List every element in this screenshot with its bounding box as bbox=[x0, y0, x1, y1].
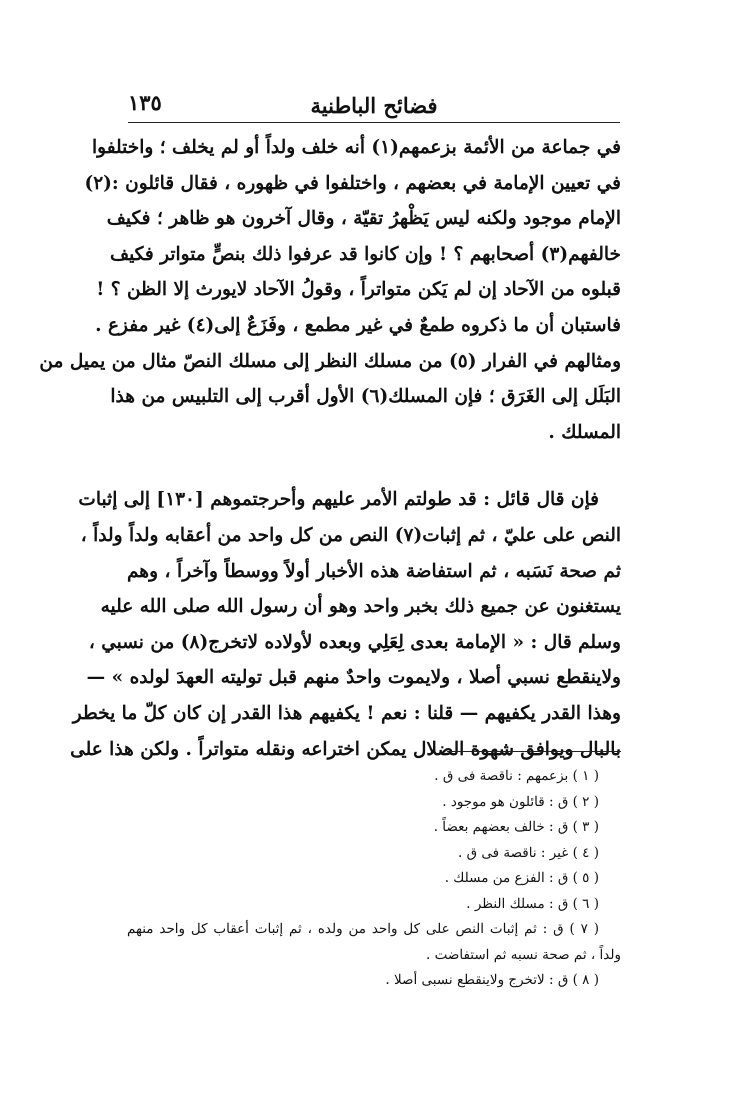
footnote: ( ٥ ) ق : الفزع من مسلك . bbox=[444, 870, 599, 886]
text-line: يستغنون عن جميع ذلك بخبر واحد وهو أن رسول الله صلى الله عليه bbox=[100, 596, 621, 618]
text-line: وسلم قال : « الإمامة بعدى لِعَلِي وبعده لأولاده لاتخرج(٨) من نسبي ، bbox=[88, 631, 621, 653]
text-line: خالفهم(٣) أصحابهم ؟ ! وإن كانوا قد عرفوا ذلك بنصٍّ متواتر فكيف bbox=[109, 243, 621, 265]
footnotes bbox=[127, 764, 621, 994]
text-line: الإمام موجود ولكنه ليس يَظْهرُ تقيّة ، وقال آخرون هو ظاهر ؛ فكيف bbox=[106, 208, 621, 230]
running-header bbox=[128, 88, 620, 122]
text-line: قبلوه من الآحاد إن لم يَكن متواتراً ، وقولُ الآحاد لايورث إلا الظن ؟ ! bbox=[96, 279, 621, 301]
text-line: وهذا القدر يكفيهم — قلنا : نعم ! يكفيهم هذا القدر إن كان كلّ ما يخطر bbox=[72, 702, 621, 724]
text-line: بالبال ويوافق شهوة الضلال يمكن اختراعه ونقله متواتراً . ولكن هذا على bbox=[70, 738, 621, 760]
footnote: ( ٤ ) غير : ناقصة فى ق . bbox=[457, 844, 599, 861]
text-line: فاستبان أن ما ذكروه طمعٌ في غير مطمع ، وفَزَعٌ إلى(٤) غير مفزع . bbox=[95, 314, 621, 336]
page-number: ١٣٥ bbox=[128, 90, 162, 115]
footnote: ( ٧ ) ق : ثم إثبات النص على كل واحد من ولده ، ثم إثبات أعقاب كل واحد منهم bbox=[127, 921, 599, 937]
footnote: ( ١ ) بزعمهم : ناقصة فى ق . bbox=[434, 768, 599, 784]
text-line: ثم صحة نَسَبه ، ثم استفاضة هذه الأخبار أولاً ووسطاً وآخراً ، وهم bbox=[127, 560, 621, 582]
text-line: في جماعة من الأئمة بزعمهم(١) أنه خلف ولداً أو لم يخلف ؛ واختلفوا bbox=[92, 137, 621, 158]
paragraph-1 bbox=[39, 130, 621, 450]
paragraph-2 bbox=[70, 482, 621, 767]
text-line: ومثالهم في الفرار (٥) من مسلك النظر إلى مسلك النصّ مثال من يميل من bbox=[39, 350, 621, 372]
page-title: فضائح الباطنية bbox=[310, 92, 438, 118]
text-line: المسلك . bbox=[548, 421, 621, 443]
main-text bbox=[39, 130, 621, 767]
footnote-continuation: ولداً ، ثم صحة نسبه ثم استفاضت . bbox=[426, 946, 621, 963]
text-line: في تعيين الإمامة في بعضهم ، واختلفوا في ظهوره ، فقال قائلون :(٢) bbox=[84, 172, 621, 194]
text-line: البَلَل إلى الغَرَق ؛ فإن المسلك(٦) الأول أقرب إلى التلبيس من هذا bbox=[110, 386, 621, 408]
footnote: ( ٢ ) ق : قائلون هو موجود . bbox=[442, 793, 599, 810]
paragraph-gap bbox=[127, 450, 621, 482]
header-divider bbox=[128, 122, 620, 123]
footnote: ( ٦ ) ق : مسلك النظر . bbox=[466, 895, 599, 912]
text-line: ولاينقطع نسبي أصلا ، ولايموت واحدٌ منهم قبل توليته العهدَ لولده » — bbox=[86, 667, 621, 689]
text-line: النص على عليّ ، ثم إثبات(٧) النص من كل واحد من أعقابه ولداً ولداً ، bbox=[80, 524, 621, 546]
footnote: ( ٣ ) ق : خالف بعضهم بعضاً . bbox=[433, 819, 599, 835]
text-line: فإن قال قائل : قد طولتم الأمر عليهم وأحرجتموهم [١٣٠] إلى إثبات bbox=[78, 489, 599, 511]
footnote-divider bbox=[447, 751, 621, 752]
footnote: ( ٨ ) ق : لاتخرج ولاينقطع نسبى أصلا . bbox=[385, 972, 599, 988]
